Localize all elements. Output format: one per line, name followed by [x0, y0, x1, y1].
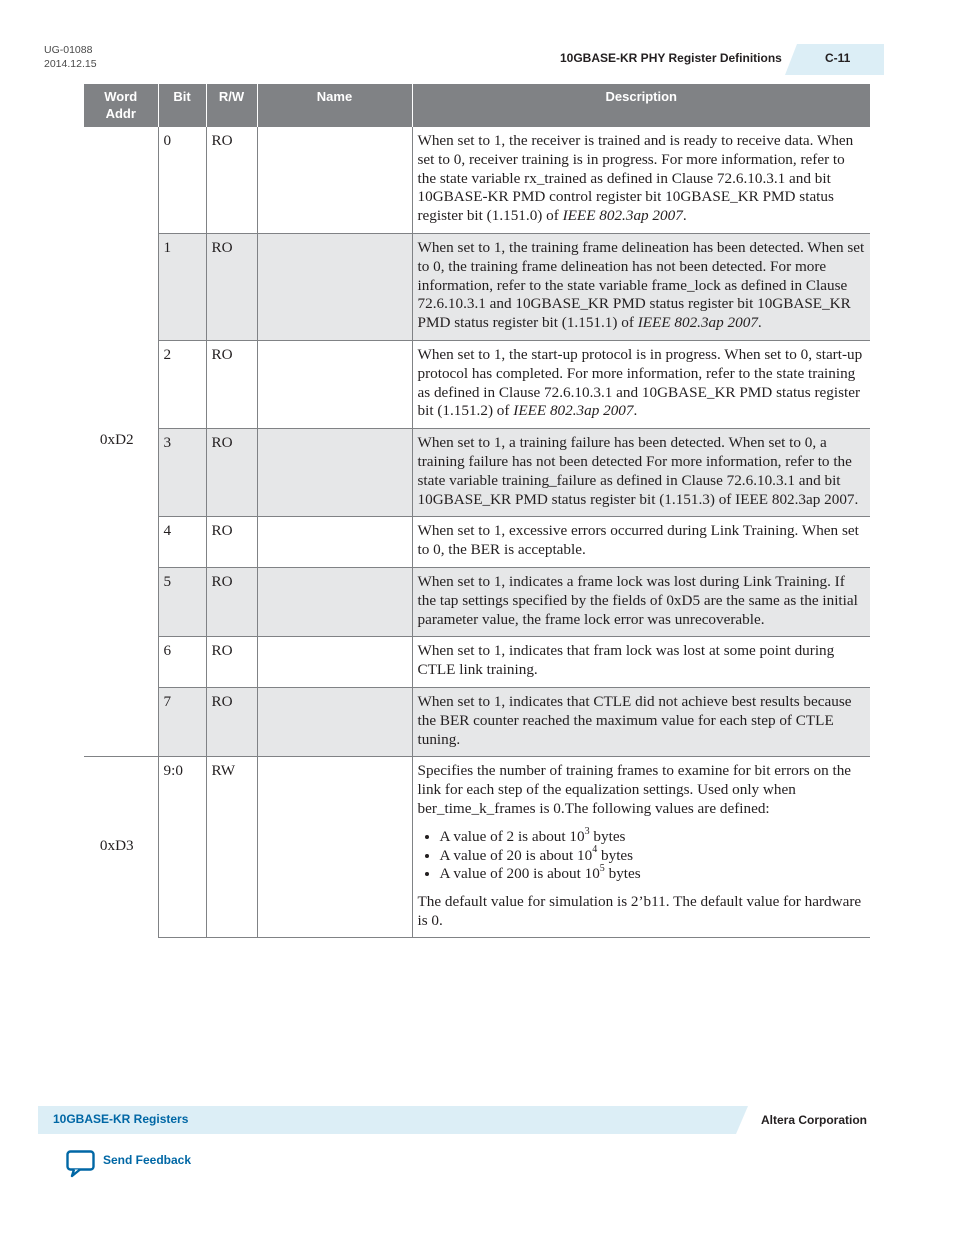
rw-cell: RO	[206, 687, 257, 756]
table-row	[84, 429, 870, 517]
bit-cell: 3	[158, 429, 206, 517]
register-table	[84, 84, 870, 938]
rw-cell: RW	[206, 757, 257, 937]
rw-cell: RO	[206, 567, 257, 636]
rw-cell: RO	[206, 637, 257, 688]
description-end: .	[682, 207, 687, 225]
name-cell	[257, 637, 412, 688]
name-cell	[257, 340, 412, 428]
exponent: 5	[599, 863, 605, 875]
feedback-icon[interactable]	[66, 1150, 96, 1178]
word-addr-cell: 0xD2	[84, 127, 158, 757]
description-end: .	[633, 402, 638, 420]
table-row	[84, 340, 870, 428]
table-row	[84, 233, 870, 340]
name-cell	[257, 757, 412, 937]
description-cell: When set to 1, excessive errors occurred during Link Training. When set to 0, the BER is acceptable.	[412, 517, 870, 568]
list-item-unit: bytes	[604, 865, 641, 883]
list-item-unit: bytes	[589, 827, 626, 845]
description-intro: Specifies the number of training frames to examine for bit errors on the link for each step of the equalization settings. Used only when ber_time_k_frames is 0.The following values are defined:	[417, 762, 852, 817]
description-end: .	[757, 314, 762, 332]
column-header-rw: R/W	[206, 84, 257, 127]
document-id-block	[44, 43, 97, 71]
name-cell	[257, 127, 412, 233]
table-header-row	[84, 84, 870, 127]
description-text: When set to 1, the training frame delineation has been detected. When set to 0, the training frame delineation has not been detected. For more information, refer to the state variable frame_lock as defined in Clause 72.6.10.3.1 and 10GBASE_KR PMD status register bit 10GBASE_KR PMD status register bit (1.151.1) of	[417, 238, 865, 332]
word-addr-cell: 0xD3	[84, 757, 158, 937]
bit-cell: 6	[158, 637, 206, 688]
description-cell	[412, 757, 870, 937]
bit-cell: 5	[158, 567, 206, 636]
list-item-text: A value of 2 is about 10	[439, 827, 585, 845]
table-row	[84, 517, 870, 568]
description-cell: When set to 1, indicates a frame lock was lost during Link Training. If the tap settings specified by the fields of 0xD5 are the same as the initial parameter value, the frame lock error was unrecoverable.	[412, 567, 870, 636]
section-title: 10GBASE-KR PHY Register Definitions	[560, 51, 782, 65]
bit-cell: 4	[158, 517, 206, 568]
name-cell	[257, 517, 412, 568]
column-header-name: Name	[257, 84, 412, 127]
column-header-bit: Bit	[158, 84, 206, 127]
exponent: 3	[584, 825, 590, 837]
list-item	[439, 825, 866, 847]
table-row	[84, 637, 870, 688]
list-item-text: A value of 20 is about 10	[439, 846, 593, 864]
rw-cell: RO	[206, 127, 257, 233]
bit-cell: 0	[158, 127, 206, 233]
footer-company: Altera Corporation	[761, 1113, 868, 1127]
description-cell	[412, 127, 870, 233]
description-outro: The default value for simulation is 2’b11. The default value for hardware is 0.	[417, 893, 862, 929]
list-item	[440, 865, 866, 884]
document-date: 2014.12.15	[44, 58, 97, 70]
bit-cell: 1	[158, 233, 206, 340]
rw-cell: RO	[206, 429, 257, 517]
description-cell	[412, 340, 870, 428]
table-row	[84, 567, 870, 636]
standard-reference: IEEE 802.3ap 2007	[562, 207, 683, 225]
description-text: When set to 1, the receiver is trained and is ready to receive data. When set to 0, receiver training is in progress. For more information, refer to the state variable rx_trained as defined in Clause 72.6.10.3.1 and bit 10GBASE-KR PMD control register bit 10GBASE_KR PMD status register bit (1.151.0) of	[417, 132, 854, 225]
name-cell	[257, 687, 412, 756]
list-item-unit: bytes	[597, 846, 634, 864]
bit-cell: 2	[158, 340, 206, 428]
footer-section-link[interactable]: 10GBASE-KR Registers	[53, 1112, 189, 1126]
send-feedback-link[interactable]: Send Feedback	[103, 1153, 192, 1167]
rw-cell: RO	[206, 340, 257, 428]
table-row	[84, 757, 870, 937]
standard-reference: IEEE 802.3ap 2007	[637, 314, 758, 332]
page-number-tab	[797, 44, 884, 75]
document-id: UG-01088	[44, 44, 93, 56]
table-row	[84, 687, 870, 756]
column-header-word-addr: Word Addr	[84, 84, 158, 127]
list-item	[439, 844, 866, 866]
column-header-description: Description	[412, 84, 870, 127]
description-cell: When set to 1, indicates that fram lock was lost at some point during CTLE link training.	[412, 637, 870, 688]
name-cell	[257, 567, 412, 636]
page-number: C-11	[825, 51, 851, 65]
standard-reference: IEEE 802.3ap 2007	[513, 402, 634, 420]
description-cell: When set to 1, indicates that CTLE did not achieve best results because the BER counter reached the maximum value for each step of CTLE tuning.	[412, 687, 870, 756]
rw-cell: RO	[206, 233, 257, 340]
table-row	[84, 127, 870, 233]
name-cell	[257, 429, 412, 517]
rw-cell: RO	[206, 517, 257, 568]
exponent: 4	[592, 844, 598, 856]
list-item-text: A value of 200 is about 10	[439, 865, 600, 883]
value-list	[418, 825, 866, 884]
bit-cell: 7	[158, 687, 206, 756]
bit-cell: 9:0	[158, 757, 206, 937]
name-cell	[257, 233, 412, 340]
description-cell: When set to 1, a training failure has been detected. When set to 0, a training failure has not been detected For more information, refer to the state variable training_failure as defined in Clause 72.6.10.3.1 and bit 10GBASE_KR PMD status register bit (1.151.3) of IEEE 802.3ap 2007.	[412, 429, 870, 517]
description-cell	[412, 233, 870, 340]
description-text: When set to 1, the start-up protocol is in progress. When set to 0, start-up protocol has completed. For more information, refer to the state training as defined in Clause 72.6.10.3.1 and 10GBASE_KR PMD status register bit (1.151.2) of	[417, 345, 863, 420]
